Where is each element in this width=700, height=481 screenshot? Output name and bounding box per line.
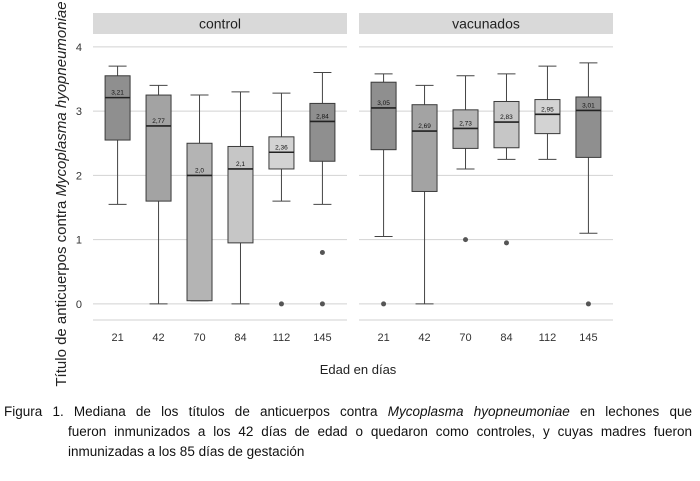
y-tick-label: 1: [75, 234, 82, 247]
box-vacunados-21: [371, 74, 396, 307]
x-tick-label: 42: [152, 332, 165, 344]
box-vacunados-42: [412, 85, 437, 304]
median-label: 2,95: [541, 106, 554, 114]
box-iqr: [412, 105, 437, 192]
outlier-point: [504, 240, 509, 245]
panel-vacunados: [359, 13, 613, 344]
box-control-84: [228, 92, 253, 304]
box-control-42: [146, 85, 171, 304]
caption-line-3: inmunizadas a los 85 días de gestación: [68, 444, 305, 459]
x-tick-label: 21: [377, 332, 390, 344]
median-label: 2,84: [316, 113, 329, 121]
median-label: 2,36: [275, 144, 288, 152]
y-tick-label: 2: [75, 170, 82, 183]
x-tick-label: 145: [579, 332, 598, 344]
caption-line-1: [4, 402, 692, 422]
outlier-point: [381, 301, 386, 306]
x-tick-label: 145: [313, 332, 332, 344]
x-tick-label: 42: [418, 332, 431, 344]
box-iqr: [146, 95, 171, 201]
median-label: 3,21: [111, 89, 124, 97]
x-tick-label: 70: [193, 332, 206, 344]
median-label: 2,73: [459, 120, 472, 128]
box-vacunados-145: [576, 63, 601, 307]
box-vacunados-112: [535, 66, 560, 159]
box-iqr: [105, 76, 130, 140]
median-label: 3,01: [582, 102, 595, 110]
outlier-point: [279, 301, 284, 306]
panel-title: control: [198, 15, 242, 32]
y-axis-label-species: Mycoplasma hyopneumoniae: [53, 1, 70, 197]
caption-line-2: fueron inmunizados a los 42 días de edad o quedaron como controles, y cuyas madres fueron: [68, 424, 692, 439]
box-control-112: [269, 93, 294, 306]
panel-title: vacunados: [452, 15, 520, 32]
caption-line-1-start: Figura 1. Mediana de los títulos de anticuerpos contra: [4, 404, 388, 419]
box-control-145: [310, 73, 335, 307]
y-axis-label: [53, 1, 70, 386]
box-iqr: [371, 82, 396, 149]
x-tick-label: 21: [111, 332, 124, 344]
median-label: 3,05: [377, 99, 390, 107]
panel-control: [93, 13, 347, 344]
box-control-70: [187, 95, 212, 301]
x-tick-label: 70: [459, 332, 472, 344]
outlier-point: [586, 301, 591, 306]
y-axis-label-text: Título de anticuerpos contra: [53, 196, 70, 387]
caption-line-1-end: en lechones que: [569, 404, 692, 419]
x-axis-label: Edad en días: [319, 362, 397, 377]
outlier-point: [320, 250, 325, 255]
box-control-21: [105, 66, 130, 204]
box-iqr: [494, 101, 519, 147]
median-label: 2,69: [418, 123, 431, 131]
caption-species-name: Mycoplasma hyopneumoniae: [387, 404, 570, 419]
outlier-point: [463, 237, 468, 242]
median-label: 2,0: [194, 167, 205, 175]
box-iqr: [535, 100, 560, 134]
median-label: 2,83: [500, 114, 513, 122]
outlier-point: [320, 301, 325, 306]
median-label: 2,77: [152, 117, 165, 125]
y-tick-label: 4: [75, 41, 82, 54]
x-tick-label: 112: [538, 332, 557, 344]
figure-caption: [4, 402, 692, 462]
y-tick-label: 0: [75, 298, 82, 311]
median-label: 2,1: [235, 160, 246, 168]
box-vacunados-70: [453, 76, 478, 242]
y-tick-label: 3: [75, 106, 82, 119]
box-vacunados-84: [494, 74, 519, 246]
x-tick-label: 84: [234, 332, 247, 344]
x-tick-label: 112: [272, 332, 291, 344]
x-tick-label: 84: [500, 332, 513, 344]
box-iqr: [310, 103, 335, 161]
